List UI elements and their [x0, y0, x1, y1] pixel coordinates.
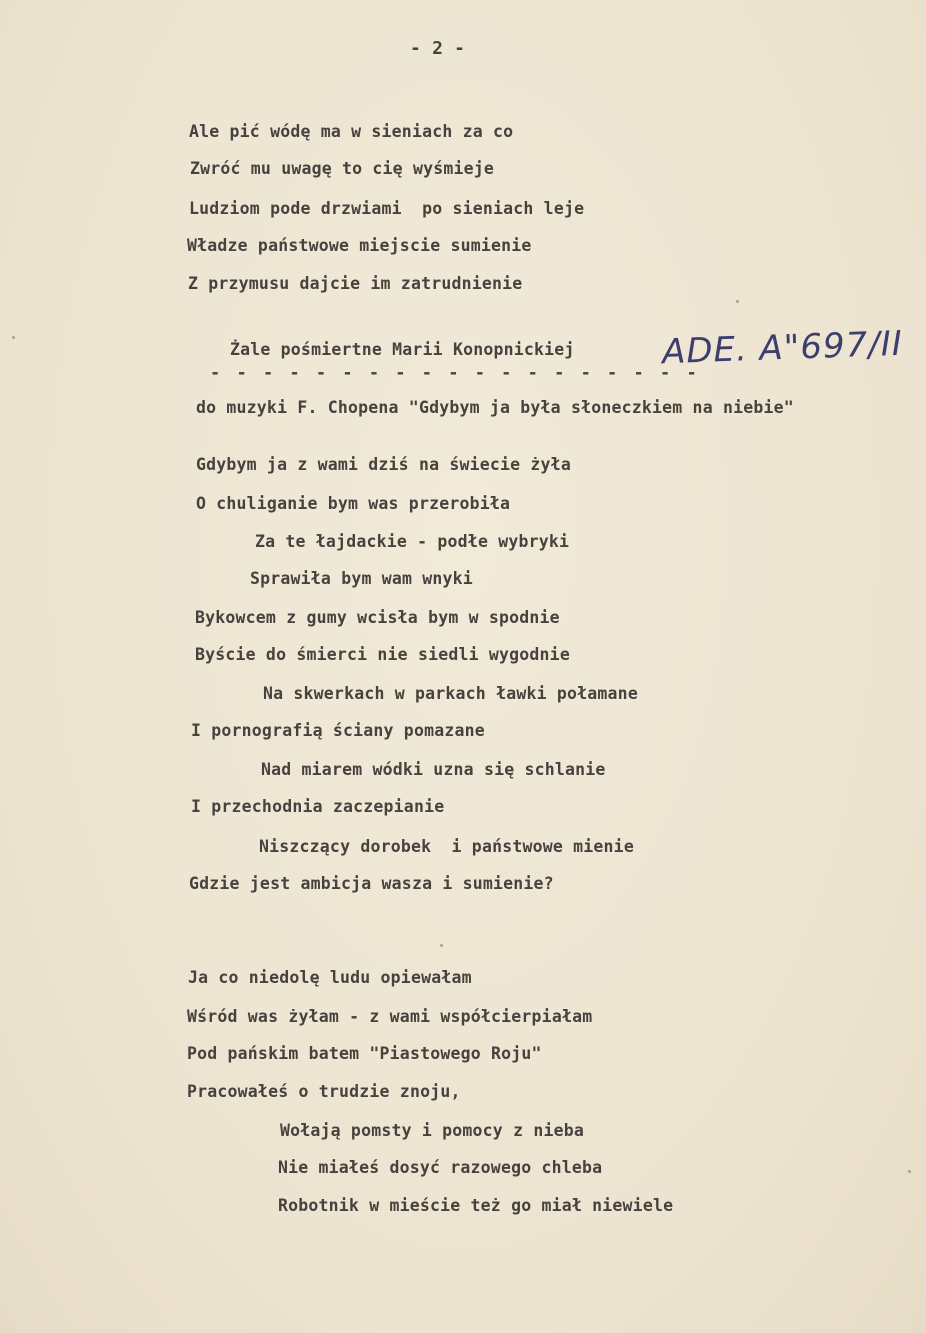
poem-line: Wołają pomsty i pomocy z nieba: [280, 1121, 585, 1140]
poem-line: Pod pańskim batem "Piastowego Roju": [187, 1044, 542, 1063]
poem-line: Wśród was żyłam - z wami współcierpiałam: [187, 1007, 593, 1026]
paper-speck: [12, 336, 15, 339]
poem-line: Nad miarem wódki uzna się schlanie: [261, 760, 606, 779]
poem-line: Z przymusu dajcie im zatrudnienie: [188, 274, 523, 293]
poem-line: Gdybym ja z wami dziś na świecie żyła: [196, 455, 571, 474]
paper-speck: [440, 944, 443, 947]
poem-line: Nie miałeś dosyć razowego chleba: [278, 1158, 603, 1177]
paper-speck: [908, 1170, 911, 1173]
poem-line: Na skwerkach w parkach ławki połamane: [263, 684, 638, 703]
poem-line: Bykowcem z gumy wcisła bym w spodnie: [195, 608, 560, 627]
poem-line: Zwróć mu uwagę to cię wyśmieje: [190, 159, 495, 178]
poem-line: O chuliganie bym was przerobiła: [196, 494, 511, 513]
poem-line: Gdzie jest ambicja wasza i sumienie?: [189, 874, 554, 893]
poem-subtitle: do muzyki F. Chopena "Gdybym ja była słoneczkiem na niebie": [196, 398, 794, 417]
archive-signature-mark: ADE. A"697/II: [661, 323, 904, 373]
poem-line: Robotnik w mieście też go miał niewiele: [278, 1196, 674, 1215]
poem-line: Sprawiła bym wam wnyki: [250, 569, 473, 588]
poem-line: I pornografią ściany pomazane: [191, 721, 485, 740]
poem-line: Ja co niedolę ludu opiewałam: [188, 968, 472, 987]
poem-line: Byście do śmierci nie siedli wygodnie: [195, 645, 570, 664]
poem-line: Pracowałeś o trudzie znoju,: [187, 1082, 461, 1101]
poem-line: Władze państwowe miejscie sumienie: [187, 236, 532, 255]
poem-line: Ale pić wódę ma w sieniach za co: [189, 122, 514, 141]
poem-line: Za te łajdackie - podłe wybryki: [255, 532, 570, 551]
poem-line: Niszczący dorobek i państwowe mienie: [259, 837, 634, 856]
poem-title: Żale pośmiertne Marii Konopnickiej: [230, 340, 575, 359]
paper-speck: [736, 300, 739, 303]
poem-line: I przechodnia zaczepianie: [191, 797, 445, 816]
poem-line: Ludziom pode drzwiami po sieniach leje: [189, 199, 585, 218]
page-number: - 2 -: [410, 38, 466, 59]
title-underline: - - - - - - - - - - - - - - - - - - -: [210, 363, 700, 383]
